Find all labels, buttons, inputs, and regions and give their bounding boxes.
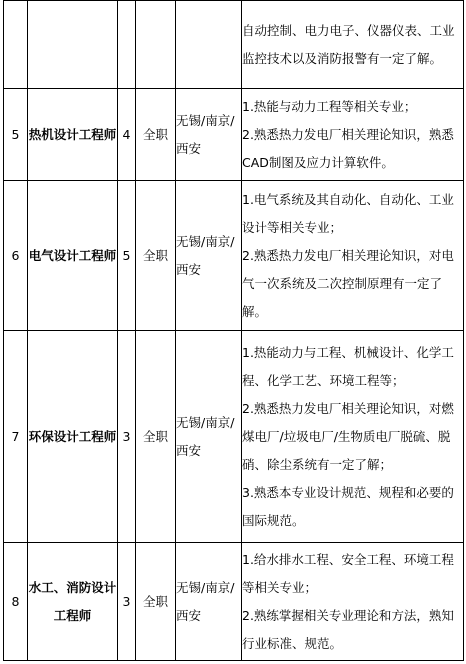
job-table: [3, 0, 464, 661]
requirements-cell: [242, 331, 464, 543]
table-row: [4, 181, 464, 331]
requirement-line: 自动控制、电力电子、仪器仪表、工业监控技术以及消防报警有一定了解。: [242, 22, 455, 66]
requirement-line: 3.熟悉本专业设计规范、规程和必要的国际规范。: [242, 484, 454, 528]
table-row: [4, 331, 464, 543]
headcount-cell: 5: [118, 181, 136, 331]
headcount-cell: [118, 1, 136, 89]
job-type-cell: 全职: [136, 543, 176, 661]
requirements-cell: [242, 181, 464, 331]
position-cell: 水工、消防设计工程师: [28, 543, 118, 661]
row-number-cell: 7: [4, 331, 28, 543]
job-type-cell: 全职: [136, 89, 176, 181]
table-row: [4, 89, 464, 181]
row-number-cell: 5: [4, 89, 28, 181]
requirement-line: 2.熟练掌握相关专业理论和方法，熟知行业标准、规范。: [242, 607, 454, 651]
job-table-body: [4, 1, 464, 661]
requirements-cell: [242, 543, 464, 661]
job-type-cell: [136, 1, 176, 89]
headcount-cell: 4: [118, 89, 136, 181]
location-cell: 无锡/南京/西安: [176, 181, 242, 331]
requirement-line: 1.热能与动力工程等相关专业；: [242, 98, 417, 114]
position-cell: 环保设计工程师: [28, 331, 118, 543]
location-cell: 无锡/南京/西安: [176, 89, 242, 181]
headcount-cell: 3: [118, 331, 136, 543]
requirement-line: 1.电气系统及其自动化、自动化、工业设计等相关专业；: [242, 191, 454, 235]
row-number-cell: [4, 1, 28, 89]
position-cell: [28, 1, 118, 89]
position-cell: 电气设计工程师: [28, 181, 118, 331]
location-cell: 无锡/南京/西安: [176, 543, 242, 661]
headcount-cell: 3: [118, 543, 136, 661]
requirement-line: 1.给水排水工程、安全工程、环境工程等相关专业；: [242, 551, 454, 595]
job-type-cell: 全职: [136, 331, 176, 543]
requirement-line: 2.熟悉热力发电厂相关理论知识，对电气一次系统及二次控制原理有一定了解。: [242, 247, 454, 319]
job-type-cell: 全职: [136, 181, 176, 331]
table-row-continued: [4, 1, 464, 89]
requirement-line: 2.熟悉热力发电厂相关理论知识，对燃煤电厂/垃圾电厂/生物质电厂脱硫、脱硝、除尘系统有一定了解；: [242, 400, 454, 472]
location-cell: 无锡/南京/西安: [176, 331, 242, 543]
row-number-cell: 8: [4, 543, 28, 661]
location-cell: [176, 1, 242, 89]
requirements-cell: [242, 89, 464, 181]
table-row: [4, 543, 464, 661]
row-number-cell: 6: [4, 181, 28, 331]
requirement-line: 2.熟悉热力发电厂相关理论知识，熟悉CAD制图及应力计算软件。: [242, 126, 454, 170]
requirements-cell: [242, 1, 464, 89]
position-cell: 热机设计工程师: [28, 89, 118, 181]
requirement-line: 1.热能动力与工程、机械设计、化学工程、化学工艺、环境工程等；: [242, 344, 454, 388]
